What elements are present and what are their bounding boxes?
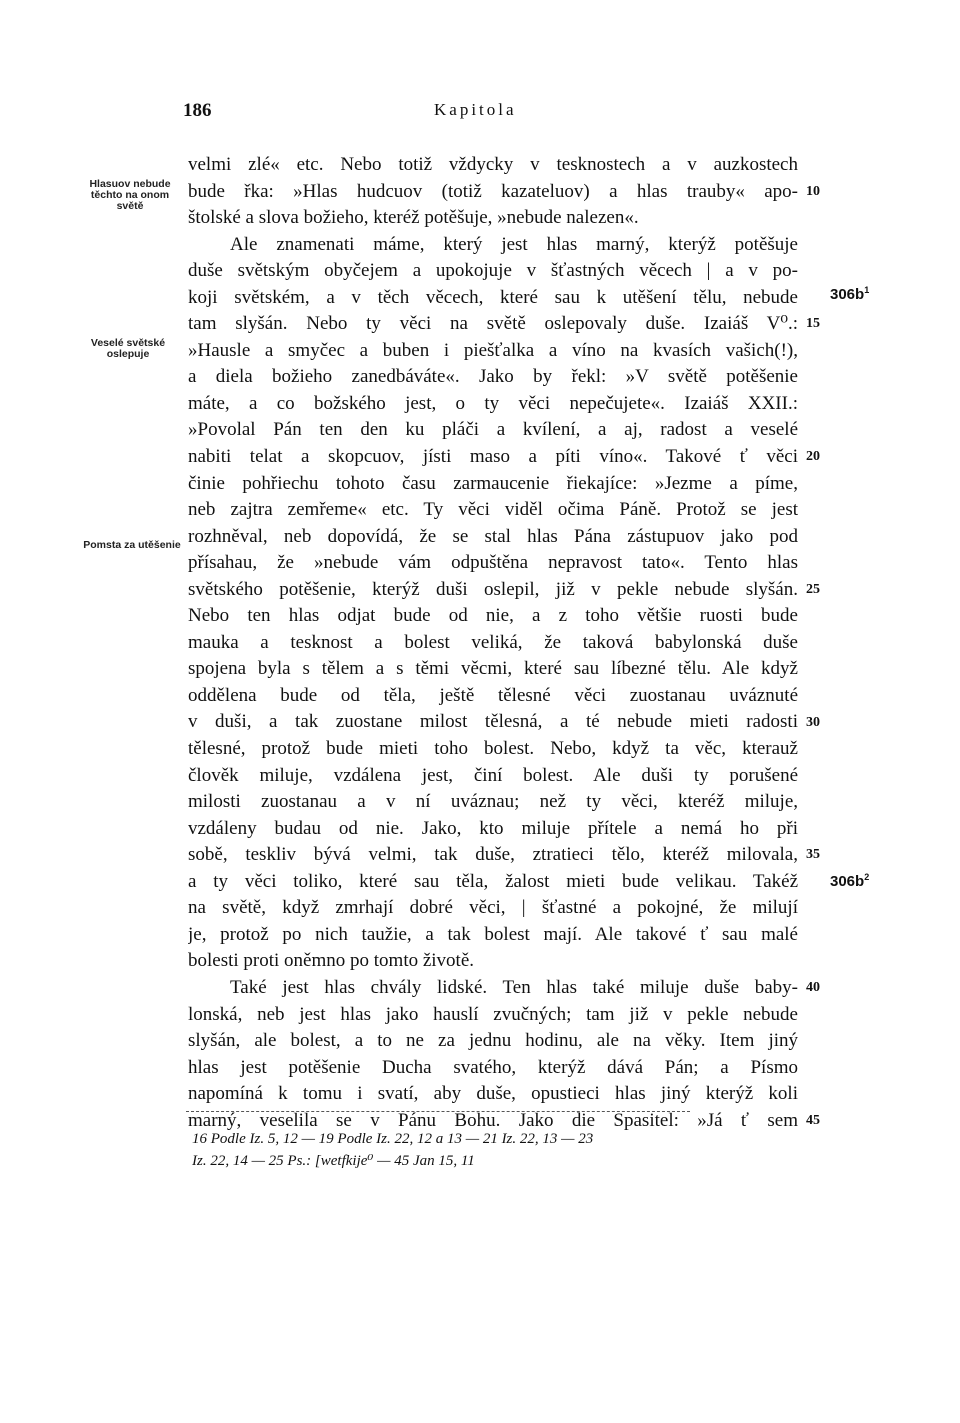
text-line: bude řka: »Hlas hudcuov (totiž kazateluov) a hlas trauby« apo- bbox=[188, 180, 798, 202]
running-head bbox=[0, 100, 960, 130]
text-line: člověk miluje, vzdálena jest, činí bolest. Ale duši ty porušené bbox=[188, 764, 798, 786]
line-number: 40 bbox=[806, 980, 820, 996]
folio-superscript: 1 bbox=[864, 285, 870, 295]
body-text bbox=[188, 152, 798, 1134]
text-line: napomíná k tomu i svatí, aby duše, opustieci hlas jiný kterýž koli bbox=[188, 1083, 798, 1105]
text-line: bolesti proti oněmno po tomto životě. bbox=[188, 950, 475, 972]
apparatus-line: 16 Podle Iz. 5, 12 — 19 Podle Iz. 22, 12 a 13 — 21 Iz. 22, 13 — 23 bbox=[192, 1131, 594, 1147]
text-line: marný, veselila se v Pánu Bohu. Jako die Spasitel: »Já ť sem bbox=[188, 1109, 798, 1131]
text-line: štolské a slova božieho, kteréž potěšuje, »nebude nalezen«. bbox=[188, 207, 639, 229]
text-line: spojena byla s tělem a s těmi věcmi, které sau líbezné tělu. Ale když bbox=[188, 658, 798, 680]
folio-label: 306b bbox=[830, 286, 865, 303]
text-line: tam slyšán. Nebo ty věci na světě oslepovaly duše. Izaiáš V⁰.: bbox=[188, 313, 798, 335]
line-number: 10 bbox=[806, 183, 820, 199]
critical-apparatus bbox=[192, 1128, 812, 1172]
text-line: sobě, teskliv bývá velmi, tak duše, ztratieci tělo, kteréž milovala, bbox=[188, 844, 798, 866]
text-line: slyšán, ale bolest, a to ne za jednu hodinu, ale na věky. Item jiný bbox=[188, 1030, 798, 1052]
text-line: hlas jest potěšenie Ducha svatého, kterýž dává Pán; a Písmo bbox=[188, 1056, 798, 1078]
text-line: oddělena bude od těla, ještě tělesné věci zuostanau uváznuté bbox=[188, 684, 798, 706]
apparatus-divider bbox=[186, 1111, 690, 1112]
text-line: činie pohřiechu tohoto času zarmaucenie řiekajíce: »Jezme a píme, bbox=[188, 472, 798, 494]
text-line: tělesné, protož bude mieti toho bolest. Nebo, když ta věc, kterauž bbox=[188, 738, 798, 760]
text-line: vzdáleny budau od nie. Jako, kto miluje přítele a nemá ho při bbox=[188, 817, 798, 839]
text-line: nabiti telat a skopcuov, jísti maso a píti víno«. Takové ť věci bbox=[188, 446, 798, 468]
folio-mark bbox=[830, 285, 869, 303]
text-line: duše světským obyčejem a upokojuje v šťastných věcech | a v po- bbox=[188, 260, 798, 282]
line-number: 15 bbox=[806, 316, 820, 332]
text-line: mauka a tesknost a bolest veliká, že taková babylonská duše bbox=[188, 631, 798, 653]
text-line: a ty věci toliko, které sau těla, žalost mieti bude velikau. Takéž bbox=[188, 870, 798, 892]
chapter-title: Kapitola bbox=[434, 100, 517, 119]
line-number: 20 bbox=[806, 449, 820, 465]
text-line: je, protož po nich taužie, a tak bolest mají. Ale takové ť sau malé bbox=[188, 923, 798, 945]
text-line: Ale znamenati máme, který jest hlas marný, kterýž potěšuje bbox=[230, 233, 798, 255]
apparatus-line: Iz. 22, 14 — 25 Ps.: [wetfkije⁰ — 45 Jan 15, 11 bbox=[192, 1153, 475, 1169]
text-line: světského potěšenie, kterýž duši oslepil, již v pekle nebude slyšán. bbox=[188, 578, 798, 600]
margin-note: Pomsta za utěšenie bbox=[83, 539, 181, 551]
text-line: přísahau, že »nebude vám odpuštěna nepravost tato«. Tento hlas bbox=[188, 552, 798, 574]
folio-label: 306b bbox=[830, 873, 865, 890]
text-line: Také jest hlas chvály lidské. Ten hlas také miluje duše baby- bbox=[230, 976, 798, 998]
folio-mark bbox=[830, 872, 869, 890]
margin-note: Hlasuov nebude těchto na onom světě bbox=[89, 178, 171, 212]
text-line: velmi zlé« etc. Nebo totiž vždycky v tesknostech a v auzkostech bbox=[188, 154, 798, 175]
text-line: a diela božieho zanedbáváte«. Jako by řekl: »V světě potěšenie bbox=[188, 366, 798, 388]
text-line: »Povolal Pán ten den ku pláči a kvílení, a aj, radost a veselé bbox=[188, 419, 798, 441]
text-line: máte, a co božského jest, o ty věci nepečujete«. Izaiáš XXII.: bbox=[188, 392, 798, 414]
line-number: 35 bbox=[806, 847, 820, 863]
margin-note: Veselé světské oslepuje bbox=[90, 337, 166, 360]
text-line: milosti zuostanau a v ní uváznau; než ty věci, kteréž miluje, bbox=[188, 791, 798, 813]
page-number: 186 bbox=[183, 100, 212, 121]
text-line: v duši, a tak zuostane milost tělesná, a té nebude mieti radosti bbox=[188, 711, 798, 733]
line-number: 30 bbox=[806, 714, 820, 730]
text-line: Nebo ten hlas odjat bude od nie, a z toho většie ruosti bude bbox=[188, 605, 798, 627]
text-line: koji světském, a v těch věcech, které sau k utěšení tělu, nebude bbox=[188, 286, 798, 308]
folio-superscript: 2 bbox=[864, 872, 870, 882]
line-number: 25 bbox=[806, 581, 820, 597]
line-number: 45 bbox=[806, 1112, 820, 1128]
text-line: neb zajtra zemřeme« etc. Ty věci viděl očima Páně. Protož se jest bbox=[188, 499, 798, 521]
text-line: na světě, když zmrhají dobré věci, | šťastné a pokojné, že milují bbox=[188, 897, 798, 919]
text-line: lonská, neb jest hlas jako hauslí zvučných; tam již v pekle nebude bbox=[188, 1003, 798, 1025]
text-line: rozhněval, neb dopovídá, že se stal hlas Pána zástupuov jako pod bbox=[188, 525, 798, 547]
text-line: »Hausle a smyčec a buben i piešťalka a víno na kvasích vašich(!), bbox=[188, 339, 798, 361]
